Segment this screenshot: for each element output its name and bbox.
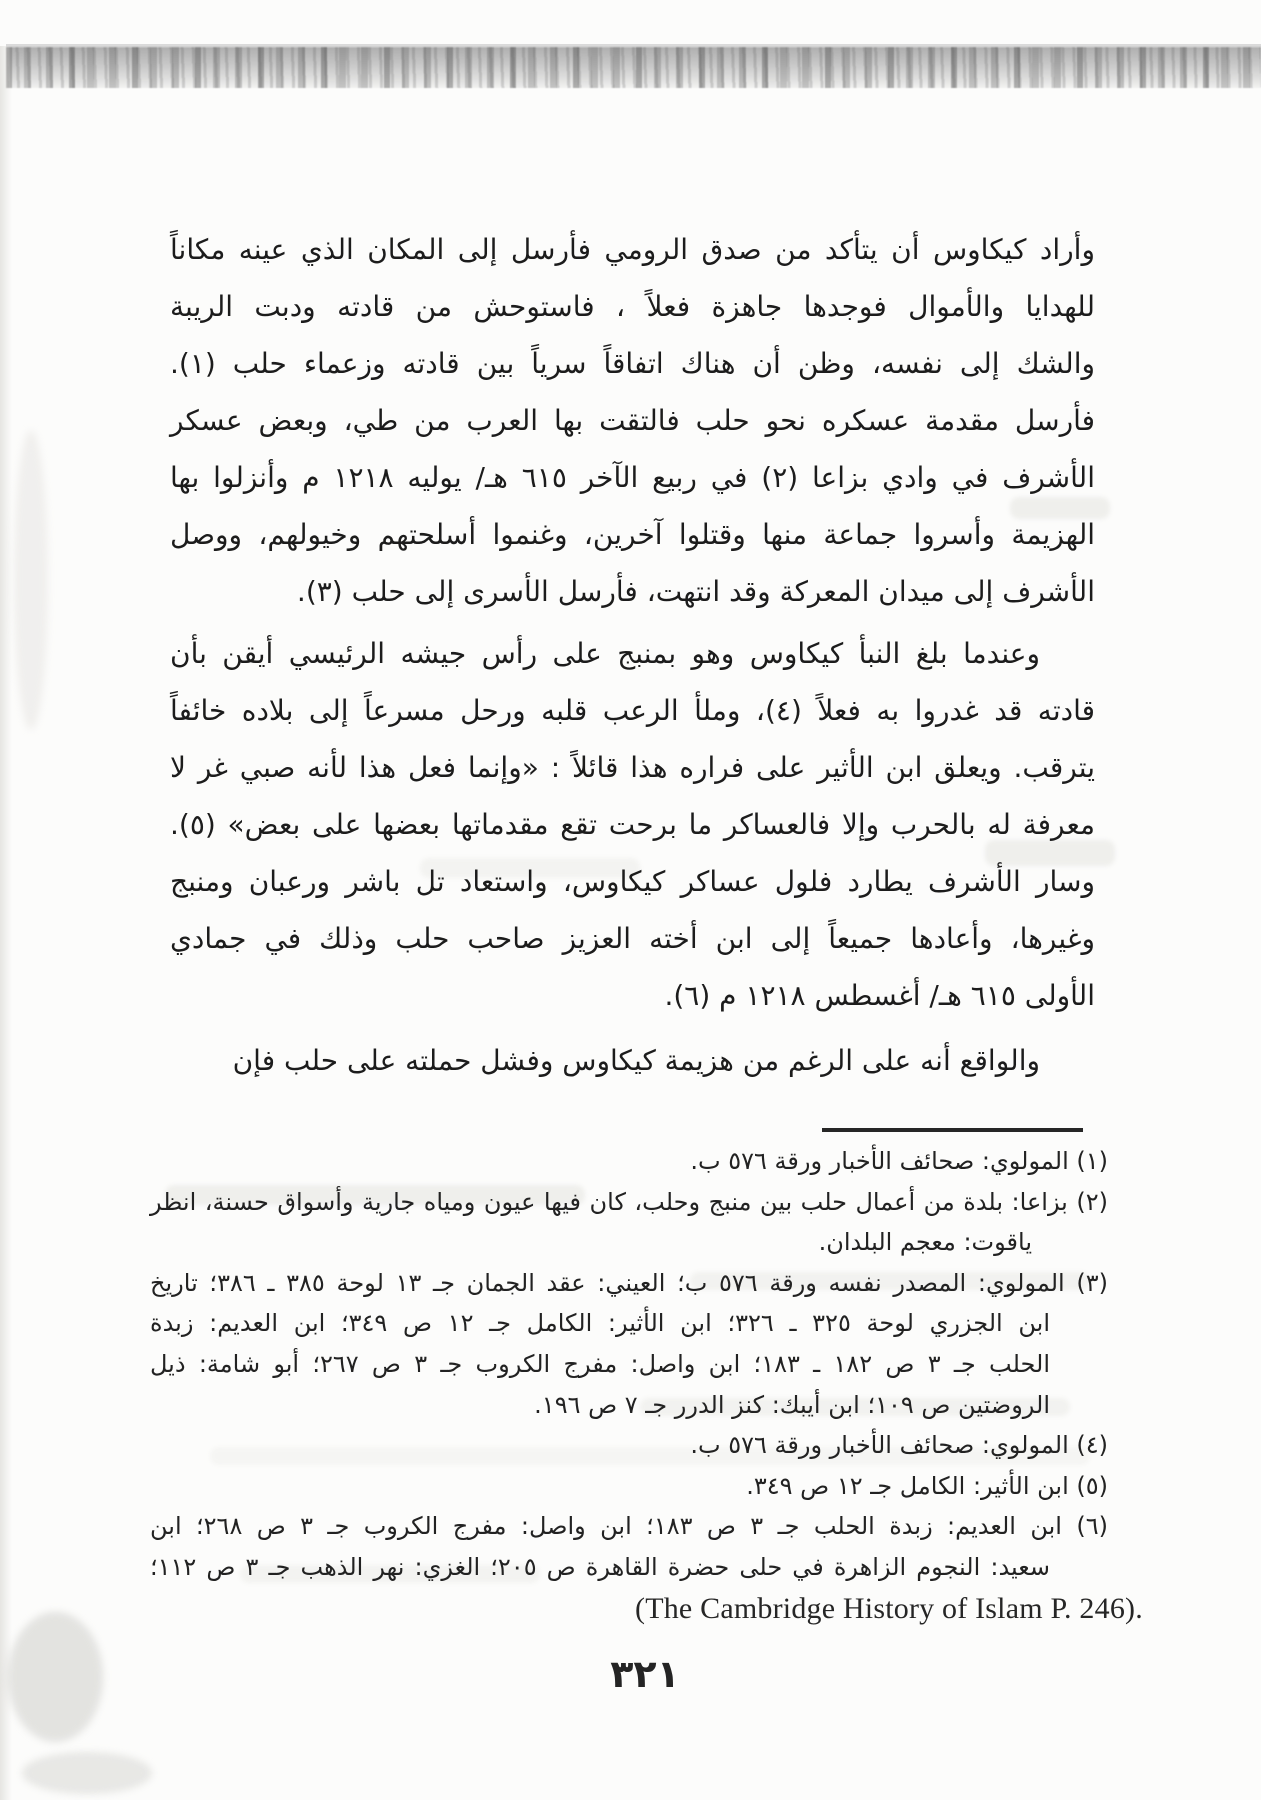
text-line: الأولى ٦١٥ هـ/ أغسطس ١٢١٨ م (٦).: [664, 979, 1095, 1012]
footnote-line: ياقوت: معجم البلدان.: [818, 1228, 1032, 1257]
footnote-line: (٦) ابن العديم: زبدة الحلب جـ ٣ ص ١٨٣؛ ابن واصل: مفرج الكروب جـ ٣ ص ٢٦٨؛ ابن: [150, 1512, 1108, 1541]
text-line: والواقع أنه على الرغم من هزيمة كيكاوس وفشل حملته على حلب فإن: [232, 1044, 1040, 1077]
footnote-line: ابن الجزري لوحة ٣٢٥ ـ ٣٢٦؛ ابن الأثير: الكامل جـ ١٢ ص ٣٤٩؛ ابن العديم: زبدة: [150, 1309, 1050, 1338]
scan-artifact-top-band: [6, 47, 1261, 88]
text-line: قادته قد غدروا به فعلاً (٤)، وملأ الرعب قلبه ورحل مسرعاً إلى بلاده خائفاً: [170, 694, 1096, 727]
text-line: وسار الأشرف يطارد فلول عساكر كيكاوس، واستعاد تل باشر ورعبان ومنبج: [170, 865, 1095, 898]
text-line: للهدايا والأموال فوجدها جاهزة فعلاً ، فاستوحش من قادته ودبت الريبة: [170, 290, 1095, 323]
page-number: ٣٢١: [610, 1652, 680, 1696]
footnote-line: (٤) المولوي: صحائف الأخبار ورقة ٥٧٦ ب.: [690, 1431, 1108, 1460]
scan-smudge: [22, 1752, 152, 1794]
scan-smudge: [14, 430, 48, 730]
text-line: وأراد كيكاوس أن يتأكد من صدق الرومي فأرسل إلى المكان الذي عينه مكاناً: [170, 233, 1095, 266]
footnote-separator-rule: [822, 1128, 1083, 1132]
text-line: وغيرها، وأعادها جميعاً إلى ابن أخته العزيز صاحب حلب وذلك في جمادي: [170, 922, 1095, 955]
english-citation: (The Cambridge History of Islam P. 246).: [635, 1592, 1143, 1625]
body-paragraph-2: [170, 625, 1095, 1024]
footnote-line: (٥) ابن الأثير: الكامل جـ ١٢ ص ٣٤٩.: [746, 1471, 1108, 1500]
footnote-line: الروضتين ص ١٠٩؛ ابن أيبك: كنز الدرر جـ ٧ ص ١٩٦.: [534, 1390, 1050, 1419]
scan-smudge: [8, 1612, 103, 1742]
footnote-line: (٣) المولوي: المصدر نفسه ورقة ٥٧٦ ب؛ العيني: عقد الجمان جـ ١٣ لوحة ٣٨٥ ـ ٣٨٦؛ تاريخ: [150, 1268, 1108, 1297]
footnote-line: (٢) بزاعا: بلدة من أعمال حلب بين منبج وحلب، كان فيها عيون ومياه جارية وأسواق حسنة، انظر: [150, 1187, 1108, 1216]
scan-artifact-left-edge: [0, 46, 12, 1800]
text-line: وعندما بلغ النبأ كيكاوس وهو بمنبج على رأس جيشه الرئيسي أيقن بأن: [170, 637, 1040, 670]
footnotes-section: [150, 1141, 1108, 1588]
text-line: يترقب. ويعلق ابن الأثير على فراره هذا قائلاً : «وإنما فعل هذا لأنه صبي غر لا: [170, 751, 1095, 784]
footnote-line: (١) المولوي: صحائف الأخبار ورقة ٥٧٦ ب.: [690, 1147, 1108, 1175]
text-line: فأرسل مقدمة عسكره نحو حلب فالتقت بها العرب من طي، وبعض عسكر: [170, 404, 1095, 437]
text-line: الأشرف في وادي بزاعا (٢) في ربيع الآخر ٦١٥ هـ/ يوليه ١٢١٨ م وأنزلوا بها: [170, 461, 1095, 494]
text-line: الهزيمة وأسروا جماعة منها وقتلوا آخرين، وغنموا أسلحتهم وخيولهم، ووصل: [170, 518, 1095, 551]
footnote-line: الحلب جـ ٣ ص ١٨٢ ـ ١٨٣؛ ابن واصل: مفرج الكروب جـ ٣ ص ٢٦٧؛ أبو شامة: ذيل: [150, 1349, 1050, 1378]
text-line: والشك إلى نفسه، وظن أن هناك اتفاقاً سرياً بين قادته وزعماء حلب (١).: [170, 347, 1095, 380]
text-line: معرفة له بالحرب وإلا فالعساكر ما برحت تقع مقدماتها بعضها على بعض» (٥).: [170, 808, 1095, 841]
body-paragraph-1: [170, 221, 1095, 620]
footnote-line: سعيد: النجوم الزاهرة في حلى حضرة القاهرة ص ٢٠٥؛ الغزي: نهر الذهب جـ ٣ ص ١١٢؛: [150, 1552, 1050, 1581]
body-paragraph-3: [170, 1032, 1095, 1089]
text-line: الأشرف إلى ميدان المعركة وقد انتهت، فأرسل الأسرى إلى حلب (٣).: [296, 575, 1095, 608]
